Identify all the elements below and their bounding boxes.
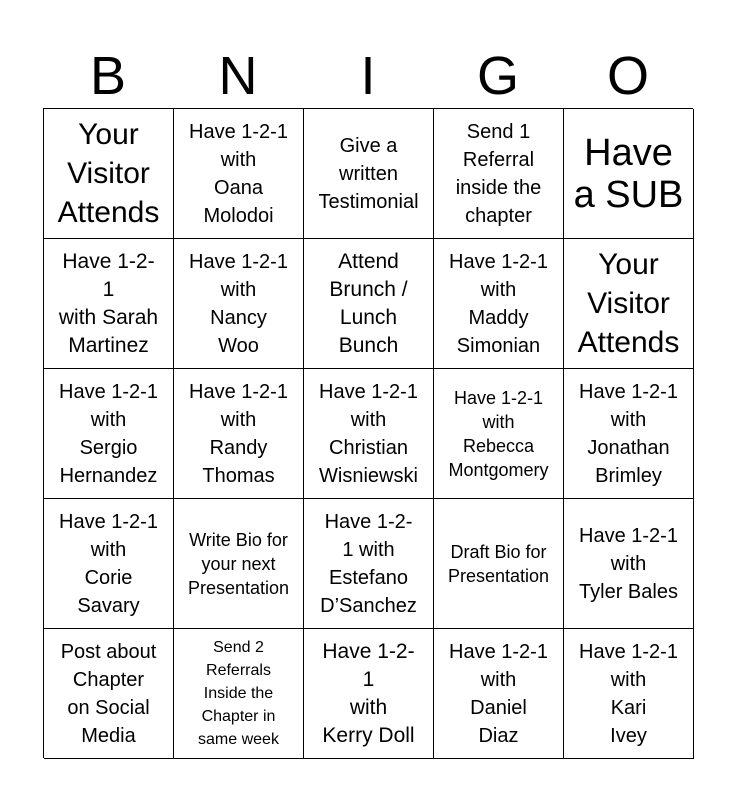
bingo-cell-text: Have 1-2-1 with Sergio Hernandez: [59, 380, 158, 487]
bingo-cell[interactable]: [174, 369, 304, 499]
bingo-cell[interactable]: [564, 239, 694, 369]
bingo-cell[interactable]: [44, 369, 174, 499]
bingo-cell-text: Draft Bio for Presentation: [447, 541, 550, 586]
bingo-cell[interactable]: [564, 629, 694, 759]
bingo-cell-text: Write Bio for your next Presentation: [187, 529, 290, 598]
bingo-cell-text: Have 1-2-1 with Christian Wisniewski: [319, 380, 418, 487]
bingo-cell[interactable]: [304, 109, 434, 239]
bingo-grid: [43, 108, 693, 758]
header-letter-i: I: [360, 46, 376, 106]
bingo-cell[interactable]: [44, 499, 174, 629]
bingo-cell-text: Your Visitor Attends: [57, 118, 160, 229]
bingo-cell-text: Have 1-2-1 with Maddy Simonian: [449, 250, 548, 357]
bingo-cell-text: Have 1-2-1 with Rebecca Montgomery: [448, 387, 549, 480]
bingo-cell[interactable]: [174, 109, 304, 239]
bingo-cell[interactable]: [434, 629, 564, 759]
bingo-cell[interactable]: [304, 369, 434, 499]
bingo-cell[interactable]: [44, 109, 174, 239]
bingo-cell[interactable]: [44, 629, 174, 759]
header-letter-b: B: [89, 46, 127, 106]
bingo-cell[interactable]: [304, 629, 434, 759]
header-letter-g: G: [476, 46, 519, 106]
bingo-cell[interactable]: [174, 499, 304, 629]
bingo-cell[interactable]: [304, 499, 434, 629]
bingo-cell-text: Have 1-2-1 with Jonathan Brimley: [579, 380, 678, 487]
bingo-cell[interactable]: [434, 499, 564, 629]
bingo-cell-text: Have a SUB: [573, 131, 684, 216]
header-letter-n: N: [218, 46, 258, 106]
header-letter-o: O: [606, 46, 649, 106]
bingo-cell[interactable]: [434, 109, 564, 239]
bingo-cell[interactable]: [564, 109, 694, 239]
bingo-cell-text: Attend Brunch / Lunch Bunch: [329, 249, 408, 357]
bingo-cell[interactable]: [44, 239, 174, 369]
bingo-cell-text: Post about Chapter on Social Media: [60, 640, 157, 747]
bingo-cell-text: Send 2 Referrals Inside the Chapter in same week: [198, 639, 279, 748]
bingo-cell[interactable]: [564, 369, 694, 499]
bingo-cell[interactable]: [434, 239, 564, 369]
bingo-cell-text: Your Visitor Attends: [577, 248, 680, 359]
bingo-cell-text: Have 1-2-1 with Kari Ivey: [579, 640, 678, 747]
bingo-cell-text: Have 1-2- 1 with Sarah Martinez: [58, 249, 159, 357]
bingo-cell[interactable]: [564, 499, 694, 629]
bingo-cell[interactable]: [174, 239, 304, 369]
bingo-cell-text: Have 1-2-1 with Nancy Woo: [189, 250, 288, 357]
bingo-header: [43, 44, 693, 108]
bingo-cell[interactable]: [174, 629, 304, 759]
bingo-cell-text: Have 1-2- 1 with Estefano D’Sanchez: [320, 510, 417, 617]
bingo-cell-text: Have 1-2- 1 with Kerry Doll: [322, 639, 415, 747]
bingo-cell-text: Have 1-2-1 with Randy Thomas: [189, 380, 288, 487]
bingo-cell-text: Send 1 Referral inside the chapter: [455, 120, 542, 227]
bingo-cell[interactable]: [304, 239, 434, 369]
bingo-cell-text: Have 1-2-1 with Oana Molodoi: [189, 120, 288, 227]
bingo-cell-text: Have 1-2-1 with Tyler Bales: [579, 524, 678, 603]
bingo-cell-text: Have 1-2-1 with Corie Savary: [59, 510, 158, 617]
bingo-cell-text: Have 1-2-1 with Daniel Diaz: [449, 640, 548, 747]
bingo-cell[interactable]: [434, 369, 564, 499]
bingo-cell-text: Give a written Testimonial: [318, 134, 419, 213]
